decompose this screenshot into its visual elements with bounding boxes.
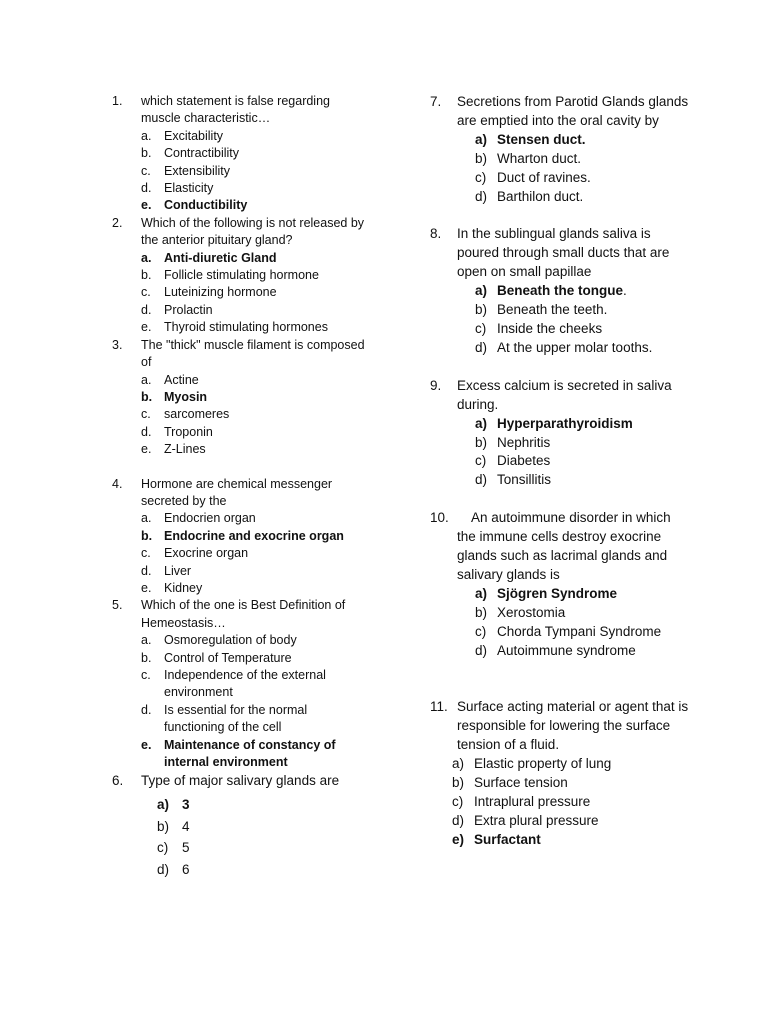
option-label: c. [141,163,151,178]
question-4 [112,476,367,598]
option-d [430,812,690,831]
option-c [430,623,690,642]
option-label: d. [141,302,152,317]
option-e-correct [112,197,367,214]
spacer [430,358,690,377]
option-text: Liver [164,563,192,578]
option-text: Diabetes [497,453,551,469]
option-text: Prolactin [164,302,213,317]
option-b [112,145,367,162]
option-text-bold: Beneath the tongue [497,283,624,299]
option-a-correct [430,282,690,301]
option-text: Inside the cheeks [497,320,603,336]
option-a-correct [112,250,367,267]
question-text: which statement is false regarding muscle characteristic… [141,94,330,126]
question-number: 6. [112,773,124,789]
option-b [430,774,690,793]
option-text: Troponin [164,424,213,439]
option-label: a. [141,372,152,387]
option-text: Nephritis [497,434,551,450]
option-text: Xerostomia [497,604,566,620]
option-e [112,580,367,597]
option-b [430,150,690,169]
option-text: 6 [182,861,190,877]
option-text: Myosin [164,389,208,404]
option-label: c. [141,285,151,300]
option-text: Endocrien organ [164,511,256,526]
option-label: d. [141,424,152,439]
option-e [112,441,367,458]
option-label: c) [475,169,487,185]
question-number: 3. [112,337,123,352]
option-text: Exocrine organ [164,546,249,561]
option-label: d) [475,339,488,355]
option-b-correct [112,389,367,406]
question-6 [112,771,367,880]
option-label: b) [475,302,488,318]
option-label: d. [141,563,152,578]
option-b [112,816,367,838]
option-text: Luteinizing hormone [164,285,277,300]
option-text: 3 [182,797,190,813]
option-b [430,604,690,623]
option-label: b. [141,528,153,543]
option-label: a. [141,511,152,526]
option-e-correct [430,831,690,850]
option-text: At the upper molar tooths. [497,339,653,355]
option-label: a) [475,585,488,601]
question-number: 11. [430,699,448,715]
question-text: Type of major salivary glands are [141,773,340,789]
option-b [430,434,690,453]
option-label: c) [157,840,169,856]
option-text: Follicle stimulating hormone [164,268,319,283]
option-text: Conductibility [164,198,248,213]
option-d [430,188,690,207]
option-label: d. [141,181,152,196]
option-a [112,510,367,527]
option-text: Barthilon duct. [497,188,584,204]
question-3 [112,337,367,459]
option-label: a. [141,633,152,648]
option-label: b) [475,434,488,450]
option-label: d) [475,188,488,204]
option-label: b) [157,818,170,834]
option-label: b) [475,150,488,166]
option-label: a) [475,131,488,147]
option-a-correct [430,131,690,150]
option-d [112,302,367,319]
option-text: Duct of ravines. [497,169,591,185]
option-d [112,859,367,881]
option-text: 5 [182,840,190,856]
option-text: Chorda Tympani Syndrome [497,623,662,639]
option-label: a. [141,250,152,265]
option-c [112,163,367,180]
option-c [112,284,367,301]
right-column [430,93,690,850]
question-number: 7. [430,94,442,109]
option-text: Extensibility [164,163,230,178]
question-text: In the sublingual glands saliva is poured through small ducts that are open on small papillae [457,226,670,280]
option-label: c. [141,407,151,422]
option-c [430,320,690,339]
option-text: Tonsillitis [497,472,552,488]
option-b [112,267,367,284]
option-d [112,563,367,580]
option-label: b) [475,604,488,620]
option-text [430,282,690,301]
option-label: b. [141,650,152,665]
question-10 [430,509,690,660]
option-text: Stensen duct. [497,131,586,147]
option-label: e. [141,580,152,595]
option-label: d) [452,812,465,828]
option-c [430,793,690,812]
option-label: b. [141,268,152,283]
option-label: a) [475,283,488,299]
option-label: c) [475,623,487,639]
question-number: 9. [430,377,442,393]
option-text: Endocrine and exocrine organ [164,528,344,543]
option-b [112,650,367,667]
question-text: Secretions from Parotid Glands glands are emptied into the oral cavity by [457,94,689,128]
option-text: 4 [182,818,190,834]
option-text: Elastic property of lung [474,756,612,772]
option-text: Hyperparathyroidism [497,415,633,431]
option-c [430,452,690,471]
option-label: c) [475,453,487,469]
option-label: d) [475,472,488,488]
option-text: Surface tension [474,775,568,791]
option-text: Beneath the teeth. [497,302,608,318]
option-text: Elasticity [164,181,214,196]
question-number: 10. [430,510,449,526]
option-text: Anti-diuretic Gland [164,250,277,265]
option-a-correct [430,585,690,604]
question-number: 8. [430,226,442,242]
option-a [112,128,367,145]
spacer [430,660,690,698]
option-label: c. [141,546,151,561]
option-text-period: . [623,283,627,299]
option-d [112,180,367,197]
option-label: b. [141,389,153,404]
option-label: d) [157,861,170,877]
option-label: a) [475,415,488,431]
question-text-body: An autoimmune disorder in which the immune cells destroy exocrine glands such as lacrimal glands and salivary glands is [457,510,671,582]
option-label: c) [452,794,464,809]
question-11 [430,698,690,849]
option-a-correct [430,415,690,434]
option-label: a) [157,797,170,813]
option-text: Intraplural pressure [474,794,591,809]
option-text: Thyroid stimulating hormones [164,320,328,335]
question-1 [112,93,367,215]
option-a [430,755,690,774]
option-d [112,424,367,441]
question-text: Excess calcium is secreted in saliva during. [457,377,672,412]
option-text: Control of Temperature [164,650,292,665]
option-a-correct [112,794,367,816]
spacer [430,206,690,225]
question-text: Which of the following is not released by the anterior pituitary gland? [141,215,365,248]
option-c [112,837,367,859]
option-a [112,632,367,649]
option-label: a) [452,756,465,772]
option-text: Excitability [164,128,224,143]
option-label: d) [475,642,488,658]
question-text: Hormone are chemical messenger secreted by the [141,476,333,508]
option-text: Independence of the external environment [164,668,326,700]
option-d [430,642,690,661]
option-text: Kidney [164,580,203,595]
question-5 [112,597,367,771]
question-text: The "thick" muscle filament is composed of [141,337,365,370]
spacer [112,459,367,476]
option-text: Autoimmune syndrome [497,642,636,658]
option-b-correct [112,528,367,545]
option-c [112,545,367,562]
option-c [430,169,690,188]
option-e [112,319,367,336]
option-label: b. [141,146,152,161]
option-label: e. [141,737,152,752]
option-a [112,372,367,389]
question-text [430,509,690,585]
question-number: 1. [112,94,123,108]
option-text: Z-Lines [164,442,206,457]
left-column [112,93,367,880]
option-text: Extra plural pressure [474,812,599,828]
option-d [430,339,690,358]
question-7 [430,93,690,206]
option-text: Maintenance of constancy of internal environment [164,737,336,770]
option-label: c) [475,320,487,336]
option-text: Is essential for the normal functioning of the cell [164,702,308,735]
option-text: Surfactant [474,831,541,847]
question-number: 5. [112,598,123,613]
option-label: a. [141,128,152,143]
question-number: 2. [112,215,123,230]
question-text: Surface acting material or agent that is responsible for lowering the surface tension of a fluid. [457,699,689,753]
option-b [430,301,690,320]
option-c [112,667,367,702]
option-e-correct [112,737,367,772]
question-8 [430,225,690,357]
option-label: c. [141,668,151,682]
option-text: Osmoregulation of body [164,633,297,648]
option-d [112,702,367,737]
option-label: d. [141,702,152,717]
option-label: e. [141,320,152,335]
option-text: Actine [164,372,199,387]
option-label: e. [141,442,152,457]
option-label: b) [452,775,465,791]
question-2 [112,215,367,337]
option-text: Wharton duct. [497,150,582,166]
option-d [430,471,690,490]
question-9 [430,377,690,490]
option-text: Sjögren Syndrome [497,585,618,601]
option-c [112,406,367,423]
spacer [430,490,690,509]
option-label: e) [452,831,465,847]
option-label: e. [141,198,152,213]
option-text: Contractibility [164,146,240,161]
question-text: Which of the one is Best Definition of Hemeostasis… [141,598,346,630]
question-number: 4. [112,476,123,491]
option-text: sarcomeres [164,407,230,422]
